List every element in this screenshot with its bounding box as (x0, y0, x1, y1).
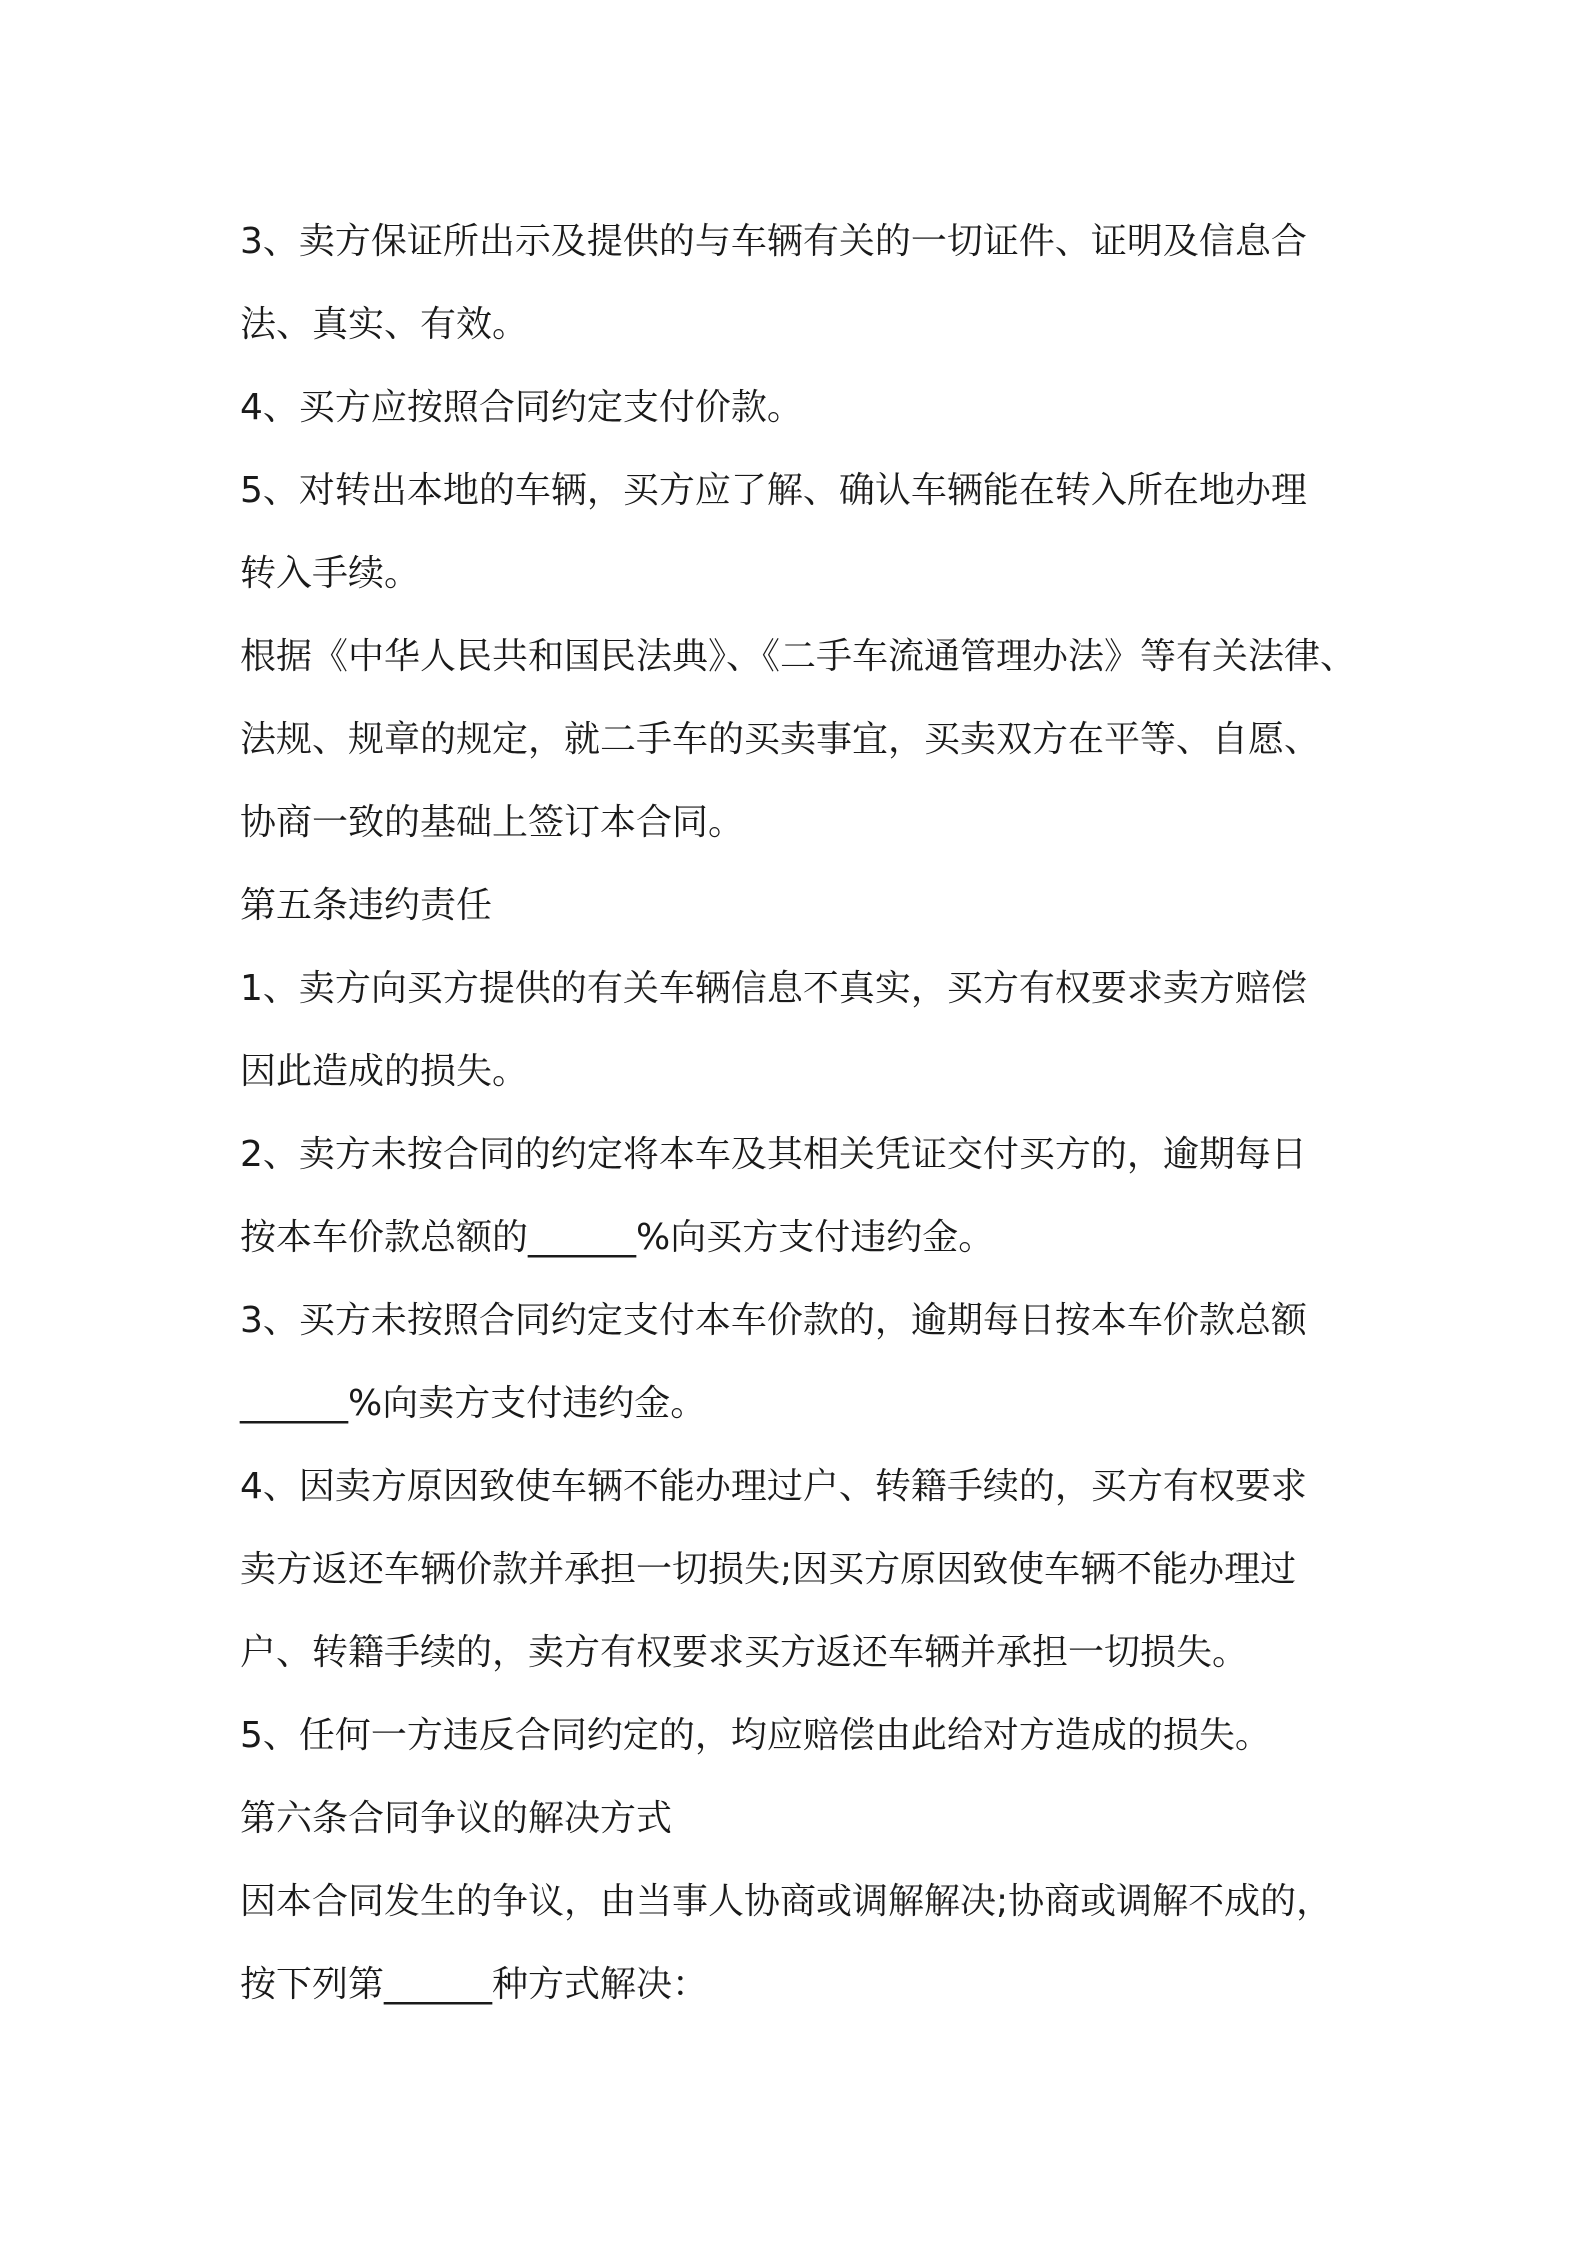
text-line: ______%向卖方支付违约金。 (240, 1383, 707, 1424)
text-line: 1、卖方向买方提供的有关车辆信息不真实，买方有权要求卖方赔偿 (240, 968, 1307, 1009)
text-line: 户、转籍手续的，卖方有权要求买方返还车辆并承担一切损失。 (240, 1632, 1249, 1673)
text-line: 3、卖方保证所出示及提供的与车辆有关的一切证件、证明及信息合 (240, 221, 1307, 262)
text-line: 因本合同发生的争议，由当事人协商或调解解决;协商或调解不成的， (240, 1881, 1333, 1922)
text-line: 协商一致的基础上签订本合同。 (240, 802, 745, 843)
text-line: 转入手续。 (240, 553, 421, 594)
text-line: 按下列第______种方式解决： (240, 1964, 709, 2005)
text-line: 2、卖方未按合同的约定将本车及其相关凭证交付买方的，逾期每日 (240, 1134, 1307, 1175)
text-line: 3、买方未按照合同约定支付本车价款的，逾期每日按本车价款总额 (240, 1300, 1307, 1341)
text-line: 5、任何一方违反合同约定的，均应赔偿由此给对方造成的损失。 (240, 1715, 1271, 1756)
section-heading: 第六条合同争议的解决方式 (240, 1798, 673, 1839)
text-line: 卖方返还车辆价款并承担一切损失;因买方原因致使车辆不能办理过 (240, 1549, 1297, 1590)
section-heading: 第五条违约责任 (240, 885, 493, 926)
document-body (240, 200, 1360, 2026)
text-line: 5、对转出本地的车辆，买方应了解、确认车辆能在转入所在地办理 (240, 470, 1307, 511)
text-line: 4、买方应按照合同约定支付价款。 (240, 387, 803, 428)
text-line: 按本车价款总额的______%向买方支付违约金。 (240, 1217, 995, 1258)
text-line: 根据《中华人民共和国民法典》、《二手车流通管理办法》等有关法律、 (240, 636, 1357, 677)
text-line: 因此造成的损失。 (240, 1051, 529, 1092)
text-line: 法、真实、有效。 (240, 304, 529, 345)
text-line: 4、因卖方原因致使车辆不能办理过户、转籍手续的，买方有权要求 (240, 1466, 1307, 1507)
text-line: 法规、规章的规定，就二手车的买卖事宜，买卖双方在平等、自愿、 (240, 719, 1321, 760)
